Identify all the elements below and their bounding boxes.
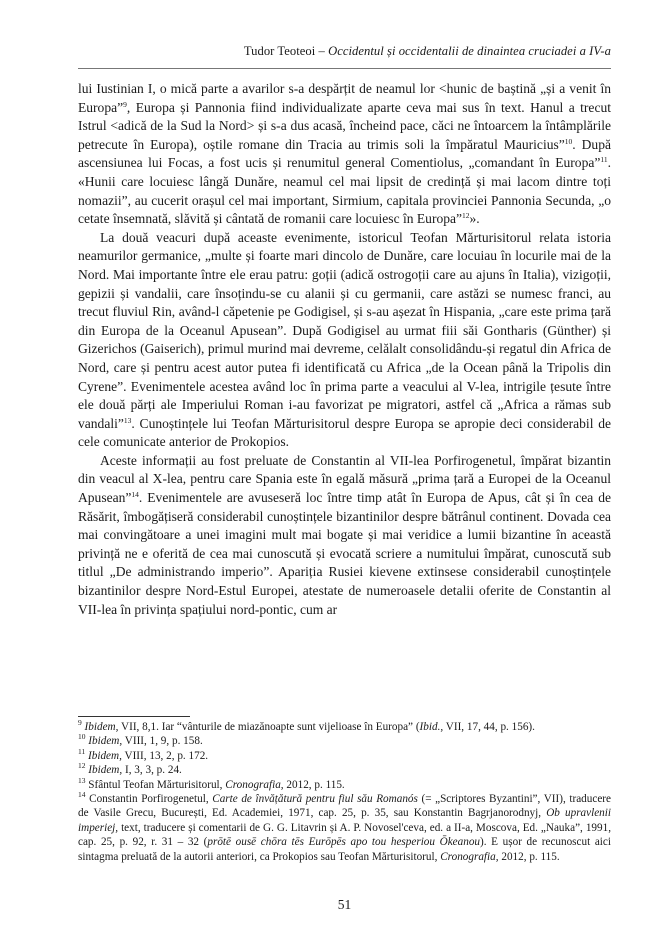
footnote-ref: 9	[123, 99, 127, 109]
footnote-number: 11	[78, 746, 86, 756]
footnote-ref: 12	[462, 211, 470, 221]
paragraph: lui Iustinian I, o mică parte a avarilor s-a despărțit de neamul lor <hunic de baștină „și a venit în Europa”$^9$, Europa și Pannonia fiind individualizate aparte ceva mai sus în text. Hanul a trecut Istrul <adică de la Sud la Nord> și s-a dus acasă, încheind pace, căci ne întoarcem la întâmplările petrecute în Europa), oștile romane din Tracia au trimis soli la împăratul Mauricius”$^{10}$. După ascensiunea lui Focas, a fost ucis și renumitul general Comentiolus, „comandant în Europa”$^{11}$. «Hunii care locuiesc lângă Dunăre, neamul cel mai lipsit de credință și mai lacom dintre toți nomazii”, au cucerit orașul cel mai important, Sirmium, capitala provinciei Pannonia Secunda, „o cetate însemnată, slăvită și cântată de romanii care locuiesc în Europa”$^{12}$».	[78, 81, 611, 227]
header-rule	[78, 68, 611, 69]
header-title: Occidentul și occidentalii de dinaintea cruciadei a IV-a	[328, 44, 611, 58]
footnote-number: 13	[78, 775, 86, 785]
footnotes	[78, 720, 611, 864]
footnote-number: 9	[78, 718, 82, 727]
footnote: $^{13}$ Sfântul Teofan Mărturisitorul, Cronografia, 2012, p. 115.	[78, 775, 345, 791]
footnote: $^{10}$ Ibidem, VIII, 1, 9, p. 158.	[78, 732, 203, 748]
footnote-ref: 14	[131, 490, 139, 500]
footnote-number: 10	[78, 732, 86, 742]
paragraph: La două veacuri după aceaste evenimente, istoricul Teofan Mărturisitorul relata istoria neamurilor germanice, „multe și foarte mari dincolo de Dunăre, care locuiau în locurile mai de la Nord. Mai importante între ele erau patru: goții (adică ostrogoții care au ajuns în Italia), vizigoții, gepizii și vandalii, care însoțindu-se cu alanii și cu germanii, care astăzi se numesc franci, au trecut fluviul Rin, având-l căpetenie pe Godigisel, și s-au așezat în Hispania, „care este prima țară din Europa de la Oceanul Apusean”. După Godigisel au urmat fiii săi Gontharis (Günther) și Gizerichos (Gaiserich), primul murind mai devreme, celălalt consolidându-și regatul din Africa de Nord, care și pentru acest autor putea fi identificată cu Africa „de la Ocean până la Tripolis din Cyrene”. Evenimentele acestea având loc în prima parte a veacului al V-lea, intrigile țesute între ele două părți ale Imperiului Roman i-au favorizat pe migratori, astfel că „Africa a rămas sub vandali”$^{13}$. Cunoștințele lui Teofan Mărturisitorul despre Europa se apropie deci considerabil de cele comunicate anterior de Prokopios.	[78, 229, 611, 450]
footnote: $^{12}$ Ibidem, I, 3, 3, p. 24.	[78, 761, 182, 777]
footnote-number: 12	[78, 761, 86, 771]
page-number: 51	[337, 897, 352, 912]
footnote-number: 14	[78, 790, 86, 800]
footnote-ref: 13	[123, 415, 132, 425]
header-author: Tudor Teoteoi –	[243, 44, 329, 58]
footnote-ref: 10	[564, 136, 573, 146]
footnote-ref: 11	[600, 155, 608, 165]
footnote-rule	[78, 716, 190, 717]
running-header	[78, 44, 611, 59]
footnote: $^9$ Ibidem, VII, 8,1. Iar “vânturile de miazănoapte sunt vijelioase în Europa” (Ibid., VII, 17, 44, p. 156).	[78, 718, 535, 733]
body-text	[78, 80, 611, 619]
paragraph: Aceste informații au fost preluate de Constantin al VII-lea Porfirogenetul, împărat bizantin din veacul al X-lea, pentru care Spania este în egală măsură „prima țară a Europei de la Oceanul Apusean”$^{14}$. Evenimentele are avuseseră loc între timp atât în Europa de Apus, cât și în cea de Răsărit, îmbogățiseră considerabil cunoștințele bizantinilor despre bătrânul continent. Dovada cea mai convingătoare a unei imagini mult mai bogate și mai veridice a lumii bizantine în această privință ne e oferită de cea mai cunoscută și evocată scriere a numitului împărat, cunoscută sub titlul „De administrando imperio”. Apariția Rusiei kievene extinsese considerabil cunoștințele bizantinilor despre Nord-Estul Europei, atestate de numeroasele detalii oferite de Constantin al VII-lea în privința spațiului nord-pontic, cum ar	[78, 452, 611, 617]
footnote: $^{11}$ Ibidem, VIII, 13, 2, p. 172.	[78, 746, 209, 762]
footnote: $^{14}$ Constantin Porfirogenetul, Carte de învățătură pentru fiul său Romanós (= „Scriptores Byzantini”, VII), traducere de Vasile Grecu, București, Ed. Academiei, 1971, cap. 25, p. 35, sau Konstantin Bagrjanorodnyj, Ob upravlenii imperiej, text, traducere și comentarii de G. G. Litavrin și A. P. Novosel'ceva, ed. a II-a, Moscova, Ed. „Nauka”, 1991, cap. 25, p. 92, r. 31 – 32 (prōtē ousē chōra tēs Eurōpēs apo tou hesperiou Ōkeanou). E ușor de recunoscut aici sintagma preluată de la autorii anteriori, ca Prokopios sau Teofan Mărturisitorul, Cronografia, 2012, p. 115.	[78, 790, 611, 863]
